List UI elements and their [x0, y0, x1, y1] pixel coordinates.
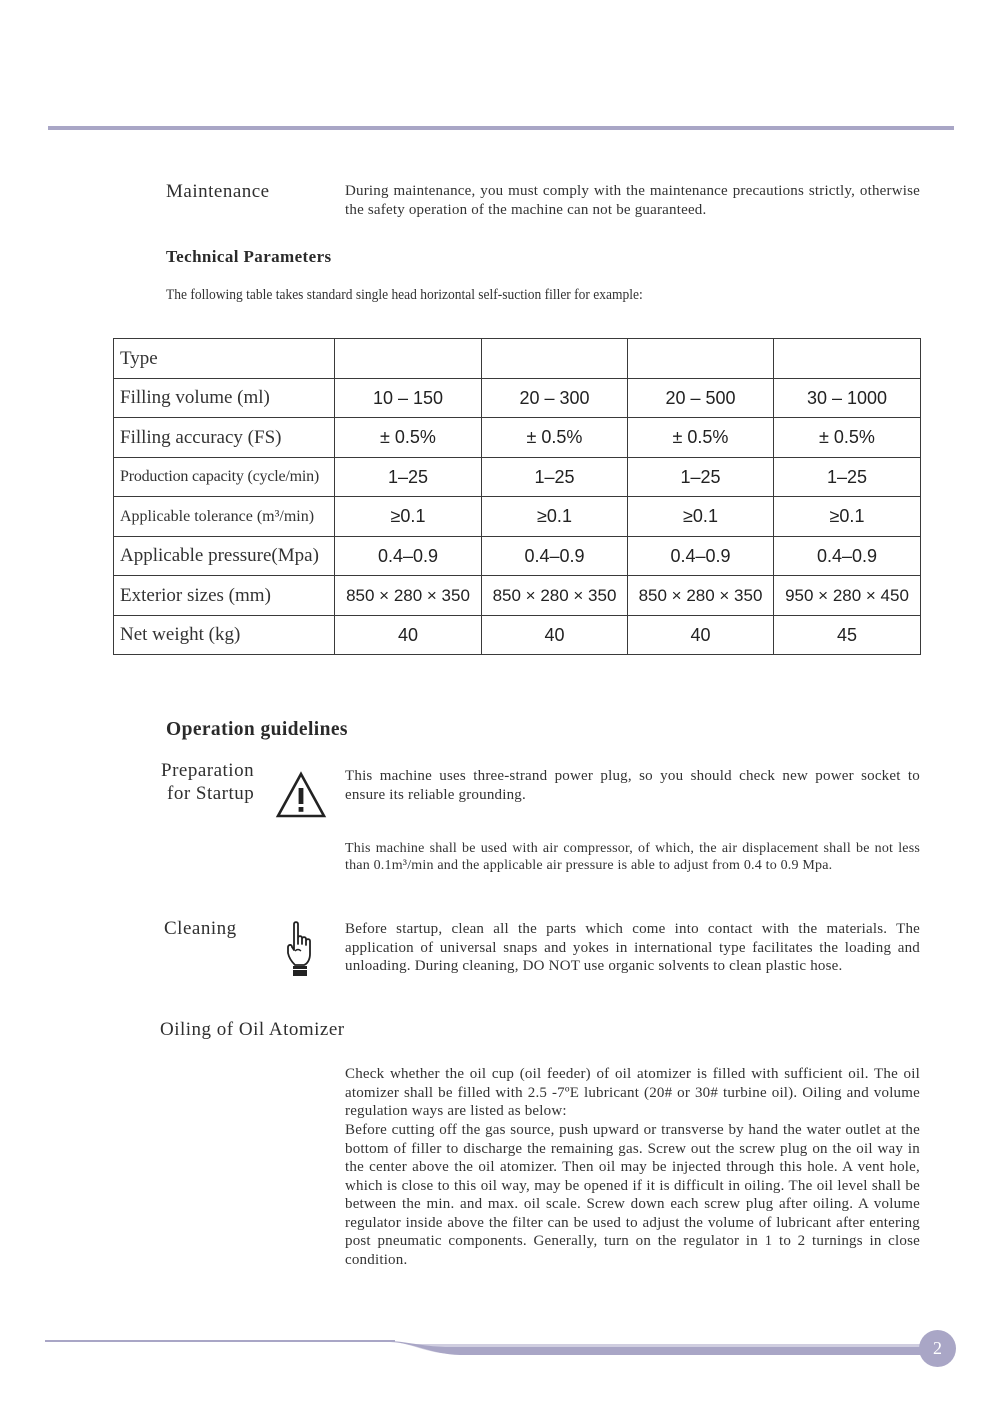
table-cell: 950 × 280 × 450	[774, 576, 921, 616]
table-row	[114, 458, 921, 497]
table-cell	[774, 339, 921, 379]
table-cell: 850 × 280 × 350	[482, 576, 628, 616]
page-number: 2	[919, 1330, 956, 1367]
oiling-text-2: Before cutting off the gas source, push upward or transverse by hand the water outlet at the bottom of filler to discharge the remaining gas. Screw out the screw plug on the oil way in the center above the oil atomizer. Then oil may be injected through this hole. A vent hole, which is close to this oil way, may be opened if it is difficult in oiling. The oil level shall be between the min. and max. oil scale. Screw down each screw plug after oiling. A volume regulator inside above the filter can be used to adjust the volume of lubricant after entering post pneumatic components. Generally, turn on the regulator in 1 to 2 turnings in close condition.	[345, 1122, 920, 1268]
table-cell: 0.4–0.9	[482, 537, 628, 576]
table-cell: 0.4–0.9	[335, 537, 482, 576]
top-rule	[48, 126, 954, 130]
table-cell	[628, 339, 774, 379]
oiling-label: Oiling of Oil Atomizer	[160, 1019, 345, 1040]
maintenance-label: Maintenance	[166, 181, 270, 202]
cleaning-text: Before startup, clean all the parts which come into contact with the materials. The application of universal snaps and yokes in international type facilitates the loading and unloading. During cleaning, DO NOT use organic solvents to clean plastic hose.	[345, 921, 920, 974]
table-cell: 30 – 1000	[774, 379, 921, 418]
prep-text-1: This machine uses three-strand power plug, so you should check new power socket to ensure its reliable grounding.	[345, 768, 920, 803]
table-row	[114, 616, 921, 655]
table-cell: 0.4–0.9	[628, 537, 774, 576]
table-row	[114, 576, 921, 616]
table-cell: ≥0.1	[774, 497, 921, 537]
table-row-label: Filling accuracy (FS)	[114, 418, 335, 458]
table-row-label: Production capacity (cycle/min)	[114, 458, 335, 497]
footer-band	[0, 1330, 1000, 1370]
maintenance-text: During maintenance, you must comply with the maintenance precautions strictly, otherwise the safety operation of the machine can not be guaranteed.	[345, 183, 920, 218]
table-row-label: Exterior sizes (mm)	[114, 576, 335, 616]
prep-text-2: This machine shall be used with air compressor, of which, the air displacement shall be not less than 0.1m³/min and the applicable air pressure is able to adjust from 0.4 to 0.9 Mpa.	[345, 841, 920, 873]
table-cell: 40	[482, 616, 628, 655]
table-row-label: Applicable tolerance (m³/min)	[114, 497, 335, 537]
prep-label-line2: for Startup	[167, 783, 255, 804]
parameters-table	[113, 338, 921, 655]
table-cell: 1–25	[774, 458, 921, 497]
table-cell: ≥0.1	[482, 497, 628, 537]
table-cell: 20 – 500	[628, 379, 774, 418]
oiling-text-1: Check whether the oil cup (oil feeder) of oil atomizer is filled with sufficient oil. The oil atomizer shall be filled with 2.5 -7ºE lubricant (20# or 30# turbine oil). Oiling and volume regulation ways are listed as below:	[345, 1066, 920, 1119]
technical-intro: The following table takes standard single head horizontal self-suction filler for example:	[166, 287, 643, 303]
table-row	[114, 339, 921, 379]
table-cell: 850 × 280 × 350	[335, 576, 482, 616]
table-cell: ± 0.5%	[774, 418, 921, 458]
table-cell: 1–25	[628, 458, 774, 497]
table-row-label: Applicable pressure(Mpa)	[114, 537, 335, 576]
table-cell: 40	[335, 616, 482, 655]
table-row	[114, 537, 921, 576]
table-row	[114, 418, 921, 458]
table-cell: 1–25	[482, 458, 628, 497]
table-row	[114, 497, 921, 537]
table-row-label: Filling volume (ml)	[114, 379, 335, 418]
table-cell: 850 × 280 × 350	[628, 576, 774, 616]
prep-label-line1: Preparation	[161, 760, 255, 781]
table-cell: ± 0.5%	[628, 418, 774, 458]
table-cell	[482, 339, 628, 379]
table-cell	[335, 339, 482, 379]
pointing-hand-icon	[286, 920, 318, 978]
table-cell: ≥0.1	[628, 497, 774, 537]
technical-heading: Technical Parameters	[166, 247, 332, 266]
table-cell: ± 0.5%	[482, 418, 628, 458]
table-cell: 1–25	[335, 458, 482, 497]
table-cell: 0.4–0.9	[774, 537, 921, 576]
table-row	[114, 379, 921, 418]
table-cell: 40	[628, 616, 774, 655]
warning-triangle-icon	[275, 771, 327, 819]
table-cell: 45	[774, 616, 921, 655]
table-cell: ≥0.1	[335, 497, 482, 537]
table-cell: ± 0.5%	[335, 418, 482, 458]
table-cell: 20 – 300	[482, 379, 628, 418]
table-cell: 10 – 150	[335, 379, 482, 418]
table-row-label: Type	[114, 339, 335, 379]
cleaning-label: Cleaning	[164, 918, 237, 939]
table-row-label: Net weight (kg)	[114, 616, 335, 655]
operation-heading: Operation guidelines	[166, 719, 348, 740]
